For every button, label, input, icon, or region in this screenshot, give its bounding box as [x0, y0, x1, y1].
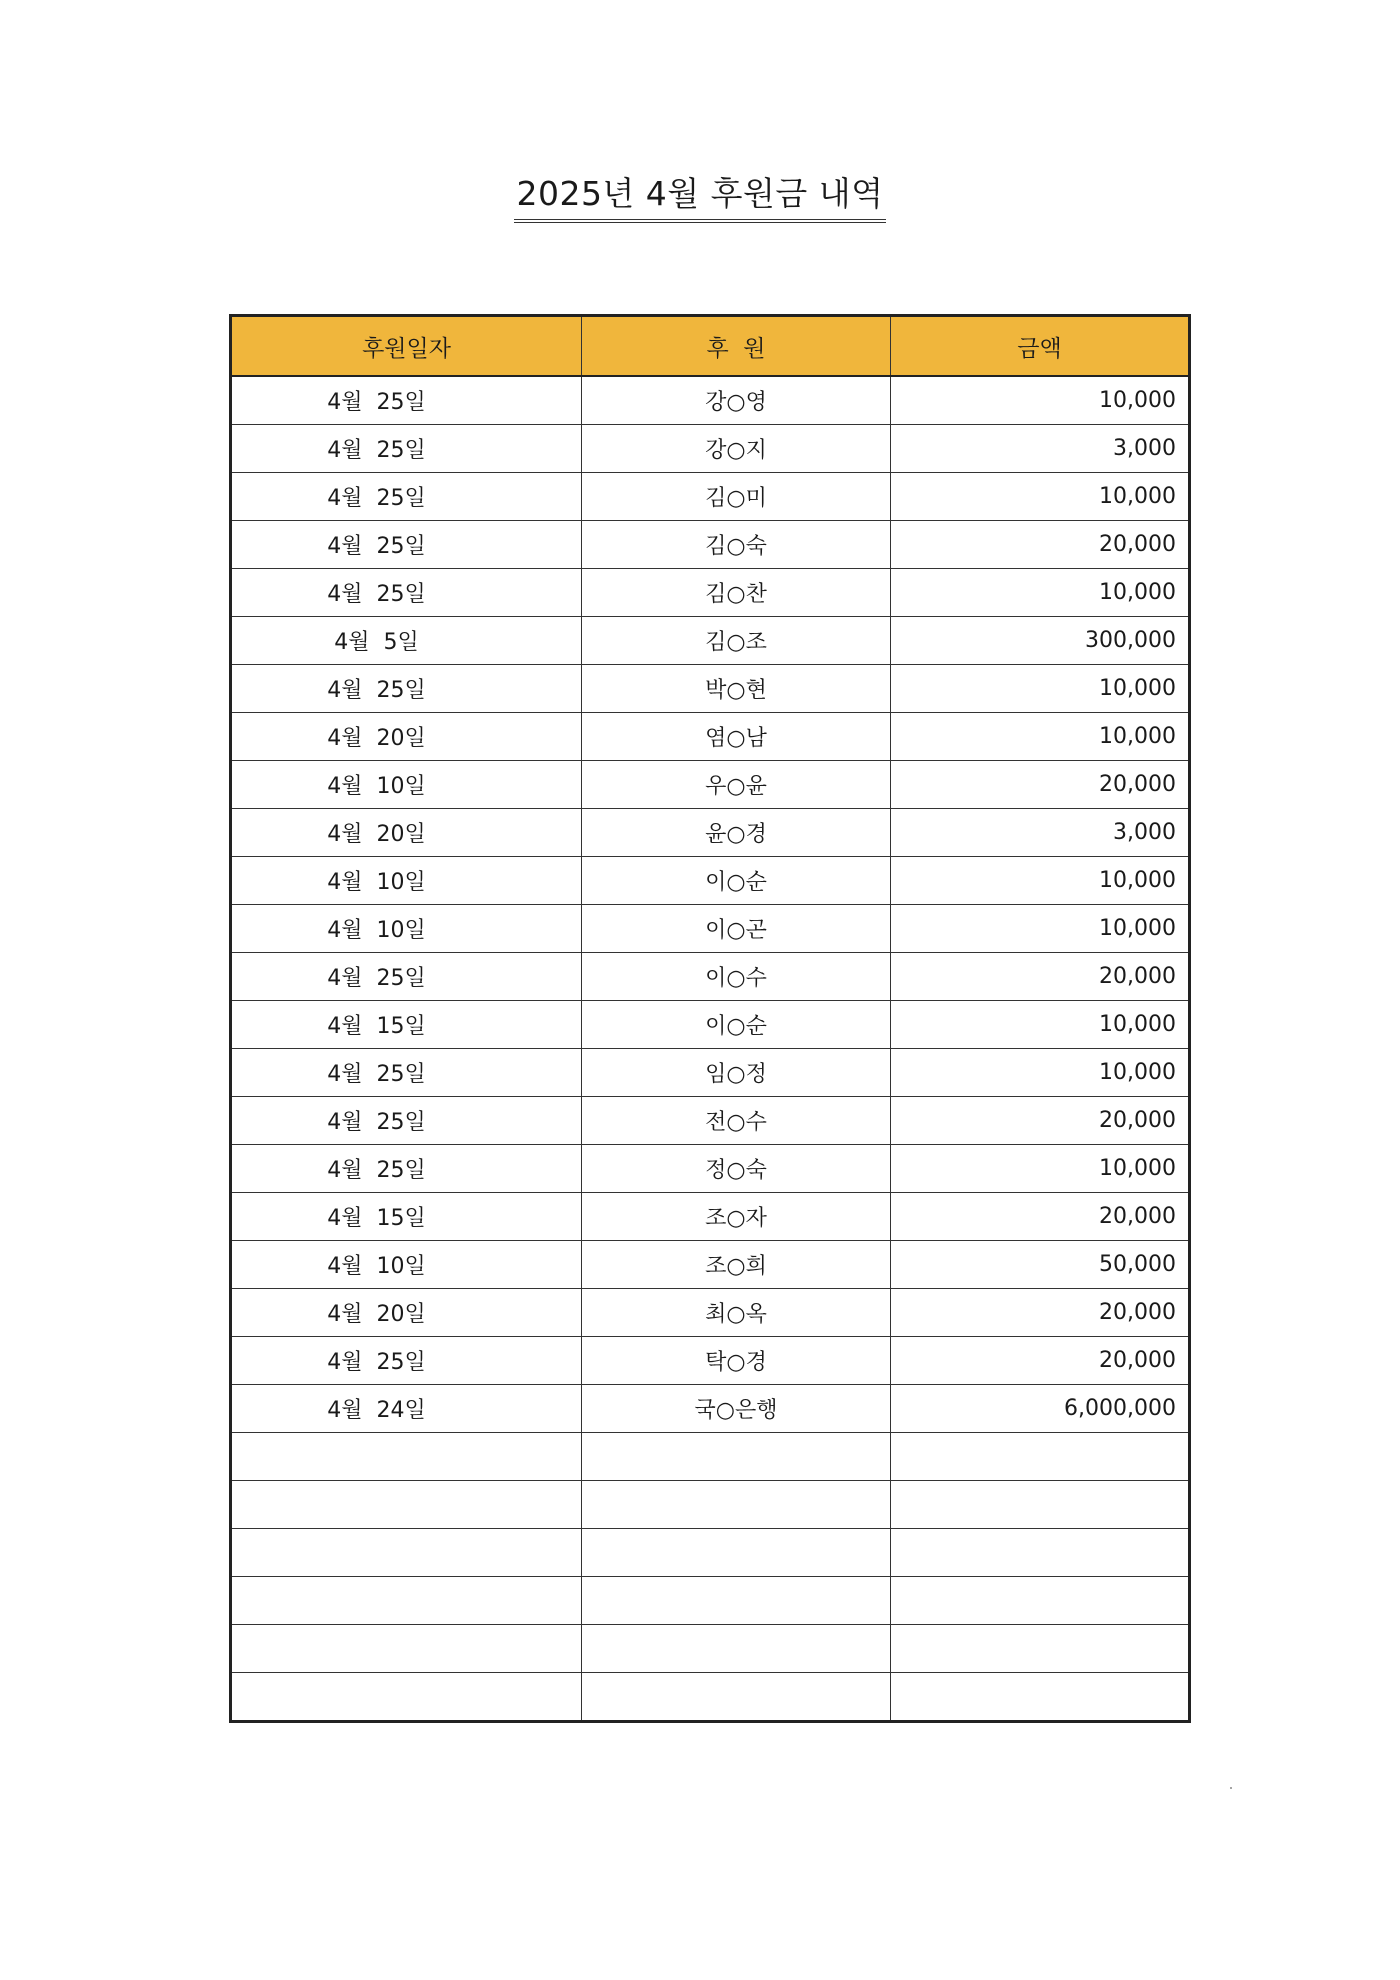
donor-cell: 이○수 [582, 953, 891, 1001]
header-donor: 후 원 [582, 316, 891, 377]
date-cell: 4월 20일 [231, 809, 582, 857]
date-cell [231, 1673, 582, 1722]
amount-cell: 10,000 [891, 1001, 1190, 1049]
amount-cell [891, 1433, 1190, 1481]
table-row [231, 1433, 1190, 1481]
amount-cell: 10,000 [891, 1049, 1190, 1097]
date-cell [231, 1625, 582, 1673]
donor-cell: 국○은행 [582, 1385, 891, 1433]
table-row [231, 1193, 1190, 1241]
date-cell: 4월 25일 [231, 1337, 582, 1385]
donor-cell: 조○희 [582, 1241, 891, 1289]
header-amount: 금액 [891, 316, 1190, 377]
date-cell [231, 1433, 582, 1481]
table-row [231, 761, 1190, 809]
date-cell: 4월 25일 [231, 953, 582, 1001]
date-cell: 4월 20일 [231, 1289, 582, 1337]
amount-cell: 10,000 [891, 905, 1190, 953]
date-cell: 4월 25일 [231, 1049, 582, 1097]
table-row [231, 473, 1190, 521]
date-cell: 4월 25일 [231, 473, 582, 521]
donor-cell [582, 1529, 891, 1577]
table-row [231, 1577, 1190, 1625]
amount-cell: 10,000 [891, 713, 1190, 761]
date-cell: 4월 24일 [231, 1385, 582, 1433]
table-row [231, 1145, 1190, 1193]
donor-cell: 강○영 [582, 376, 891, 425]
donor-cell: 윤○경 [582, 809, 891, 857]
amount-cell [891, 1481, 1190, 1529]
donor-cell: 정○숙 [582, 1145, 891, 1193]
donor-cell [582, 1673, 891, 1722]
date-cell: 4월 10일 [231, 761, 582, 809]
table-row [231, 953, 1190, 1001]
amount-cell: 50,000 [891, 1241, 1190, 1289]
date-cell: 4월 10일 [231, 905, 582, 953]
amount-cell: 10,000 [891, 1145, 1190, 1193]
donor-cell [582, 1625, 891, 1673]
donor-cell: 염○남 [582, 713, 891, 761]
amount-cell: 20,000 [891, 761, 1190, 809]
table-row [231, 617, 1190, 665]
table-row [231, 521, 1190, 569]
date-cell: 4월 15일 [231, 1193, 582, 1241]
amount-cell: 10,000 [891, 473, 1190, 521]
table-row [231, 1241, 1190, 1289]
table-row [231, 1385, 1190, 1433]
table-header-row [231, 316, 1190, 377]
amount-cell [891, 1625, 1190, 1673]
page-title [0, 172, 1400, 223]
table-row [231, 857, 1190, 905]
amount-cell: 300,000 [891, 617, 1190, 665]
table-row [231, 713, 1190, 761]
table-row [231, 1289, 1190, 1337]
table-row [231, 809, 1190, 857]
date-cell: 4월 25일 [231, 521, 582, 569]
donor-cell [582, 1433, 891, 1481]
table-row [231, 1481, 1190, 1529]
amount-cell: 10,000 [891, 376, 1190, 425]
amount-cell: 20,000 [891, 1193, 1190, 1241]
page-title-text: 2025년 4월 후원금 내역 [514, 172, 885, 223]
amount-cell: 10,000 [891, 857, 1190, 905]
amount-cell: 10,000 [891, 569, 1190, 617]
date-cell: 4월 10일 [231, 857, 582, 905]
donor-cell: 임○정 [582, 1049, 891, 1097]
table-body [231, 376, 1190, 1722]
amount-cell: 3,000 [891, 809, 1190, 857]
date-cell [231, 1577, 582, 1625]
table-row [231, 425, 1190, 473]
table-row [231, 905, 1190, 953]
date-cell: 4월 20일 [231, 713, 582, 761]
amount-cell [891, 1673, 1190, 1722]
donor-cell [582, 1481, 891, 1529]
amount-cell [891, 1577, 1190, 1625]
donor-cell: 조○자 [582, 1193, 891, 1241]
date-cell: 4월 25일 [231, 1145, 582, 1193]
date-cell: 4월 25일 [231, 569, 582, 617]
amount-cell: 20,000 [891, 521, 1190, 569]
donor-cell: 우○윤 [582, 761, 891, 809]
scan-speck [1230, 1787, 1232, 1789]
amount-cell: 6,000,000 [891, 1385, 1190, 1433]
date-cell: 4월 25일 [231, 1097, 582, 1145]
donor-cell: 탁○경 [582, 1337, 891, 1385]
date-cell: 4월 5일 [231, 617, 582, 665]
table-row [231, 1001, 1190, 1049]
table-row [231, 1097, 1190, 1145]
table-row [231, 376, 1190, 425]
date-cell: 4월 25일 [231, 376, 582, 425]
amount-cell: 20,000 [891, 1337, 1190, 1385]
date-cell: 4월 15일 [231, 1001, 582, 1049]
date-cell: 4월 25일 [231, 665, 582, 713]
table-row [231, 1337, 1190, 1385]
donation-table [229, 314, 1191, 1723]
amount-cell: 20,000 [891, 1097, 1190, 1145]
table-row [231, 1625, 1190, 1673]
donor-cell: 김○조 [582, 617, 891, 665]
date-cell [231, 1481, 582, 1529]
donor-cell: 이○순 [582, 1001, 891, 1049]
donor-cell: 김○찬 [582, 569, 891, 617]
donor-cell: 최○옥 [582, 1289, 891, 1337]
amount-cell [891, 1529, 1190, 1577]
donor-cell: 이○곤 [582, 905, 891, 953]
donor-cell [582, 1577, 891, 1625]
table-row [231, 1529, 1190, 1577]
table-row [231, 665, 1190, 713]
table-row [231, 569, 1190, 617]
donor-cell: 이○순 [582, 857, 891, 905]
donor-cell: 김○숙 [582, 521, 891, 569]
donor-cell: 강○지 [582, 425, 891, 473]
table-row [231, 1049, 1190, 1097]
header-date: 후원일자 [231, 316, 582, 377]
date-cell: 4월 10일 [231, 1241, 582, 1289]
date-cell [231, 1529, 582, 1577]
donor-cell: 김○미 [582, 473, 891, 521]
amount-cell: 10,000 [891, 665, 1190, 713]
donor-cell: 박○현 [582, 665, 891, 713]
amount-cell: 20,000 [891, 1289, 1190, 1337]
date-cell: 4월 25일 [231, 425, 582, 473]
donor-cell: 전○수 [582, 1097, 891, 1145]
amount-cell: 20,000 [891, 953, 1190, 1001]
table-row [231, 1673, 1190, 1722]
amount-cell: 3,000 [891, 425, 1190, 473]
